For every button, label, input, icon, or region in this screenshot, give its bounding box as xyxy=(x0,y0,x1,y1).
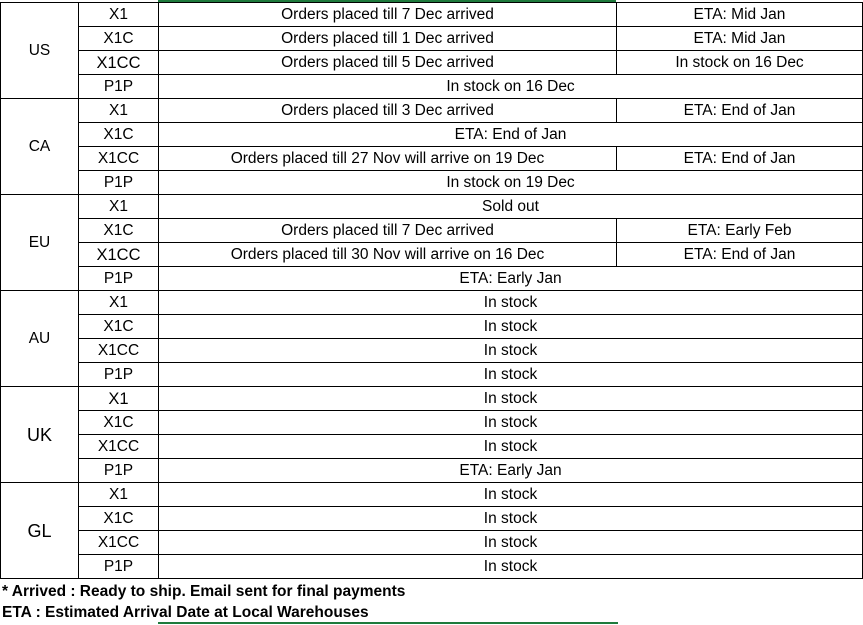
eta-cell[interactable]: ETA: End of Jan xyxy=(617,147,863,171)
note-arrived: * Arrived : Ready to ship. Email sent for final payments xyxy=(2,583,406,600)
status-cell[interactable]: In stock xyxy=(159,435,863,459)
table-row xyxy=(1,555,863,579)
model-cell[interactable]: X1 xyxy=(79,99,159,123)
status-cell[interactable]: ETA: Early Jan xyxy=(159,459,863,483)
table-row xyxy=(1,219,863,243)
model-cell[interactable]: X1CC xyxy=(79,339,159,363)
model-cell[interactable]: X1C xyxy=(79,123,159,147)
table-row xyxy=(1,171,863,195)
status-cell[interactable]: In stock xyxy=(159,531,863,555)
model-cell[interactable]: X1 xyxy=(79,3,159,27)
model-cell[interactable]: X1 xyxy=(79,195,159,219)
model-cell[interactable]: X1CC xyxy=(79,243,159,267)
status-cell[interactable]: In stock on 19 Dec xyxy=(159,171,863,195)
status-cell[interactable]: In stock xyxy=(159,387,863,411)
model-cell[interactable]: X1C xyxy=(79,315,159,339)
status-cell[interactable]: In stock xyxy=(159,555,863,579)
table-row xyxy=(1,411,863,435)
status-cell[interactable]: Orders placed till 30 Nov will arrive on 16 Dec xyxy=(159,243,617,267)
region-cell[interactable]: UK xyxy=(1,387,79,483)
eta-cell[interactable]: ETA: End of Jan xyxy=(617,243,863,267)
region-cell[interactable]: GL xyxy=(1,483,79,579)
model-cell[interactable]: X1C xyxy=(79,507,159,531)
status-cell[interactable]: In stock xyxy=(159,363,863,387)
table-row xyxy=(1,315,863,339)
region-cell[interactable]: US xyxy=(1,3,79,99)
model-cell[interactable]: X1C xyxy=(79,219,159,243)
table-row xyxy=(1,147,863,171)
table-row xyxy=(1,123,863,147)
model-cell[interactable]: X1CC xyxy=(79,147,159,171)
eta-cell[interactable]: ETA: Mid Jan xyxy=(617,3,863,27)
model-cell[interactable]: P1P xyxy=(79,363,159,387)
status-cell[interactable]: In stock xyxy=(159,315,863,339)
table-row xyxy=(1,507,863,531)
status-cell[interactable]: In stock xyxy=(159,507,863,531)
table-row xyxy=(1,339,863,363)
status-cell[interactable]: Sold out xyxy=(159,195,863,219)
model-cell[interactable]: X1C xyxy=(79,411,159,435)
model-cell[interactable]: X1CC xyxy=(79,435,159,459)
status-cell[interactable]: Orders placed till 5 Dec arrived xyxy=(159,51,617,75)
region-cell[interactable]: CA xyxy=(1,99,79,195)
status-cell[interactable]: Orders placed till 3 Dec arrived xyxy=(159,99,617,123)
model-cell[interactable]: P1P xyxy=(79,171,159,195)
status-cell[interactable]: Orders placed till 7 Dec arrived xyxy=(159,219,617,243)
table-row xyxy=(1,51,863,75)
status-cell[interactable]: In stock xyxy=(159,483,863,507)
table-row xyxy=(1,483,863,507)
eta-cell[interactable]: ETA: End of Jan xyxy=(617,99,863,123)
status-cell[interactable]: Orders placed till 27 Nov will arrive on 19 Dec xyxy=(159,147,617,171)
table-row xyxy=(1,435,863,459)
region-cell[interactable]: EU xyxy=(1,195,79,291)
status-cell[interactable]: In stock on 16 Dec xyxy=(159,75,863,99)
table-row xyxy=(1,531,863,555)
model-cell[interactable]: P1P xyxy=(79,267,159,291)
eta-cell[interactable]: ETA: Early Feb xyxy=(617,219,863,243)
status-cell[interactable]: Orders placed till 1 Dec arrived xyxy=(159,27,617,51)
stock-status-table xyxy=(0,2,863,579)
status-cell[interactable]: ETA: End of Jan xyxy=(159,123,863,147)
table-row xyxy=(1,291,863,315)
model-cell[interactable]: P1P xyxy=(79,75,159,99)
model-cell[interactable]: X1C xyxy=(79,27,159,51)
note-eta: ETA : Estimated Arrival Date at Local Warehouses xyxy=(2,604,369,621)
eta-cell[interactable]: In stock on 16 Dec xyxy=(617,51,863,75)
model-cell[interactable]: X1CC xyxy=(79,51,159,75)
model-cell[interactable]: X1 xyxy=(79,291,159,315)
table-row xyxy=(1,243,863,267)
status-cell[interactable]: ETA: Early Jan xyxy=(159,267,863,291)
model-cell[interactable]: P1P xyxy=(79,555,159,579)
model-cell[interactable]: X1 xyxy=(79,483,159,507)
table-row xyxy=(1,75,863,99)
status-cell[interactable]: In stock xyxy=(159,411,863,435)
model-cell[interactable]: X1 xyxy=(79,387,159,411)
table-row xyxy=(1,459,863,483)
table-row xyxy=(1,99,863,123)
selection-border-bottom xyxy=(158,622,618,624)
table-row xyxy=(1,267,863,291)
model-cell[interactable]: X1CC xyxy=(79,531,159,555)
status-cell[interactable]: In stock xyxy=(159,291,863,315)
status-cell[interactable]: Orders placed till 7 Dec arrived xyxy=(159,3,617,27)
status-cell[interactable]: In stock xyxy=(159,339,863,363)
footnotes xyxy=(2,581,405,623)
table-body xyxy=(1,3,863,579)
table-row xyxy=(1,195,863,219)
region-cell[interactable]: AU xyxy=(1,291,79,387)
table-row xyxy=(1,27,863,51)
table-row xyxy=(1,387,863,411)
model-cell[interactable]: P1P xyxy=(79,459,159,483)
eta-cell[interactable]: ETA: Mid Jan xyxy=(617,27,863,51)
table-row xyxy=(1,363,863,387)
table-row xyxy=(1,3,863,27)
